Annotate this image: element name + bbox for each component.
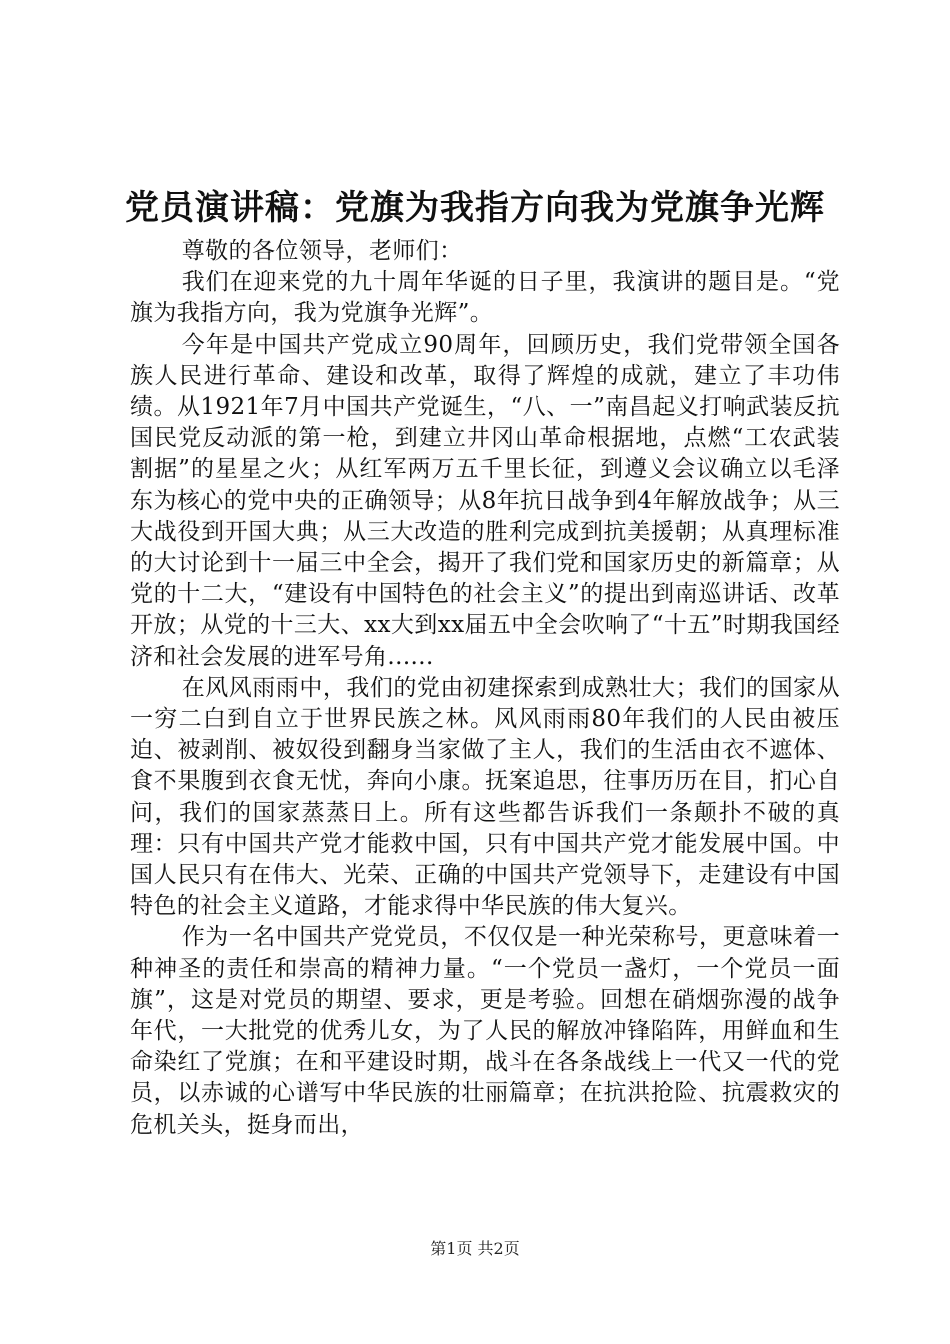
document-body xyxy=(130,236,840,1141)
history-paragraph: 今年是中国共产党成立90周年，回顾历史，我们党带领全国各族人民进行革命、建设和改革，取得了辉煌的成就，建立了丰功伟绩。从1921年7月中国共产党诞生，“八、一”南昌起义打响武装反抗国民党反动派的第一枪，到建立井冈山革命根据地，点燃“工农武装割据”的星星之火；从红军两万五千里长征，到遵义会议确立以毛泽东为核心的党中央的正确领导；从8年抗日战争到4年解放战争；从三大战役到开国大典；从三大改造的胜利完成到抗美援朝；从真理标准的大讨论到十一届三中全会，揭开了我们党和国家历史的新篇章；从党的十二大，“建设有中国特色的社会主义”的提出到南巡讲话、改革开放；从党的十三大、xx大到xx届五中全会吹响了“十五”时期我国经济和社会发展的进军号角...... xyxy=(130,331,840,670)
member-paragraph: 作为一名中国共产党党员，不仅仅是一种光荣称号，更意味着一种神圣的责任和崇高的精神力量。“一个党员一盏灯，一个党员一面旗”，这是对党员的期望、要求，更是考验。回想在硝烟弥漫的战争年代，一大批党的优秀儿女，为了人民的解放冲锋陷阵，用鲜血和生命染红了党旗；在和平建设时期，战斗在各条战线上一代又一代的党员，以赤诚的心谱写中华民族的壮丽篇章；在抗洪抢险、抗震救灾的危机关头，挺身而出， xyxy=(130,924,840,1138)
salutation-paragraph: 尊敬的各位领导，老师们： xyxy=(181,238,463,264)
intro-paragraph: 我们在迎来党的九十周年华诞的日子里，我演讲的题目是。“党旗为我指方向，我为党旗争光辉”。 xyxy=(130,269,840,327)
development-paragraph: 在风风雨雨中，我们的党由初建探索到成熟壮大；我们的国家从一穷二白到自立于世界民族之林。风风雨雨80年我们的人民由被压迫、被剥削、被奴役到翻身当家做了主人，我们的生活由衣不遮体、食不果腹到衣食无忧，奔向小康。抚案追思，往事历历在目，扪心自问，我们的国家蒸蒸日上。所有这些都告诉我们一条颠扑不破的真理：只有中国共产党才能救中国，只有中国共产党才能发展中国。中国人民只有在伟大、光荣、正确的中国共产党领导下，走建设有中国特色的社会主义道路，才能求得中华民族的伟大复兴。 xyxy=(130,674,840,920)
page-number-footer: 第1页 共2页 xyxy=(430,1239,520,1258)
page-title: 党员演讲稿：党旗为我指方向我为党旗争光辉 xyxy=(125,188,825,228)
